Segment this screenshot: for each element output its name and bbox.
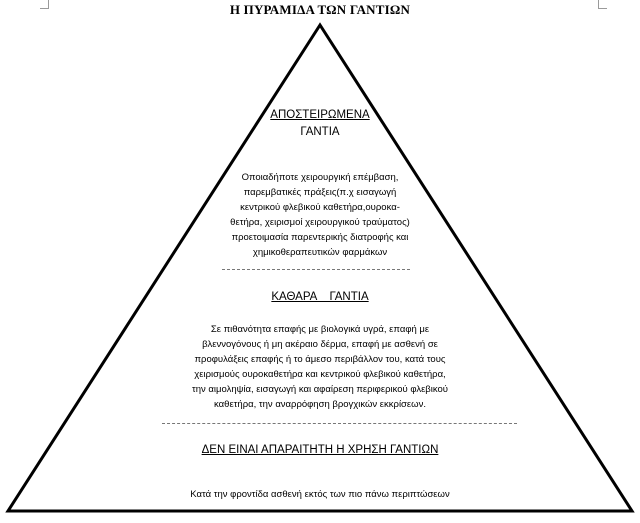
tier2-body-line: χειρισμούς ουροκαθετήρα και κεντρικού φλεβικού καθετήρα,: [194, 369, 446, 380]
tier1-body-line: παρεμβατικές πράξεις(π.χ εισαγωγή: [243, 187, 397, 198]
tier1-body-line: Οποιαδήποτε χειρουργική επέμβαση,: [241, 172, 399, 183]
tier1-body-line: προετοιμασία παρεντερικής διατροφής και: [231, 232, 409, 243]
tier1-body-line: χημικοθεραπευτικών φαρμάκων: [252, 247, 388, 258]
tier2-body-line: Σε πιθανότητα επαφής με βιολογικά υγρά, επαφή με: [210, 324, 430, 335]
tier1-body-line: θετήρα, χειρισμοί χειρουργικού τραύματος): [230, 217, 410, 228]
tier3-body-line: Κατά την φροντίδα ασθενή εκτός των πιο πάνω περιπτώσεων: [190, 489, 450, 500]
pyramid-outline: [8, 25, 632, 511]
tier1-heading-line2: [0, 127, 640, 139]
tier1-heading-line1: [0, 110, 640, 122]
tier1-body-line: κεντρικού φλεβικού καθετήρα,ουροκα-: [240, 202, 400, 213]
tier1-heading-text: ΑΠΟΣΤΕΙΡΩΜΕΝΑ: [270, 109, 370, 121]
tier2-heading: [0, 292, 640, 304]
tier3-heading-text: ΔΕΝ ΕΙΝΑΙ ΑΠΑΡΑΙΤΗΤΗ Η ΧΡΗΣΗ ΓΑΝΤΙΩΝ: [201, 444, 439, 456]
tier1-heading-text: ΓΑΝΤΙΑ: [300, 126, 340, 138]
tier2-body-line: την αιμοληψία, εισαγωγή και αφαίρεση περιφερικού φλεβικού: [191, 384, 448, 395]
tier3-heading: [0, 445, 640, 457]
tier2-body-line: βλεννογόνους ή μη ακέραιο δέρμα, επαφή με ασθενή σε: [202, 339, 438, 350]
tier2-heading-text: ΚΑΘΑΡΑ ΓΑΝΤΙΑ: [271, 291, 369, 303]
document-title: Η ΠΥΡΑΜΙΔΑ ΤΩΝ ΓΑΝΤΙΩΝ: [229, 2, 411, 17]
tier-divider-bottom: [162, 423, 517, 424]
tier2-body-line: προφυλάξεις επαφής ή το άμεσο περιβάλλον του, κατά τους: [194, 354, 446, 365]
tier2-body-line: καθετήρα, την αναρρόφηση βρογχικών εκκρίσεων.: [214, 399, 426, 410]
tier-divider-top: [222, 269, 410, 270]
